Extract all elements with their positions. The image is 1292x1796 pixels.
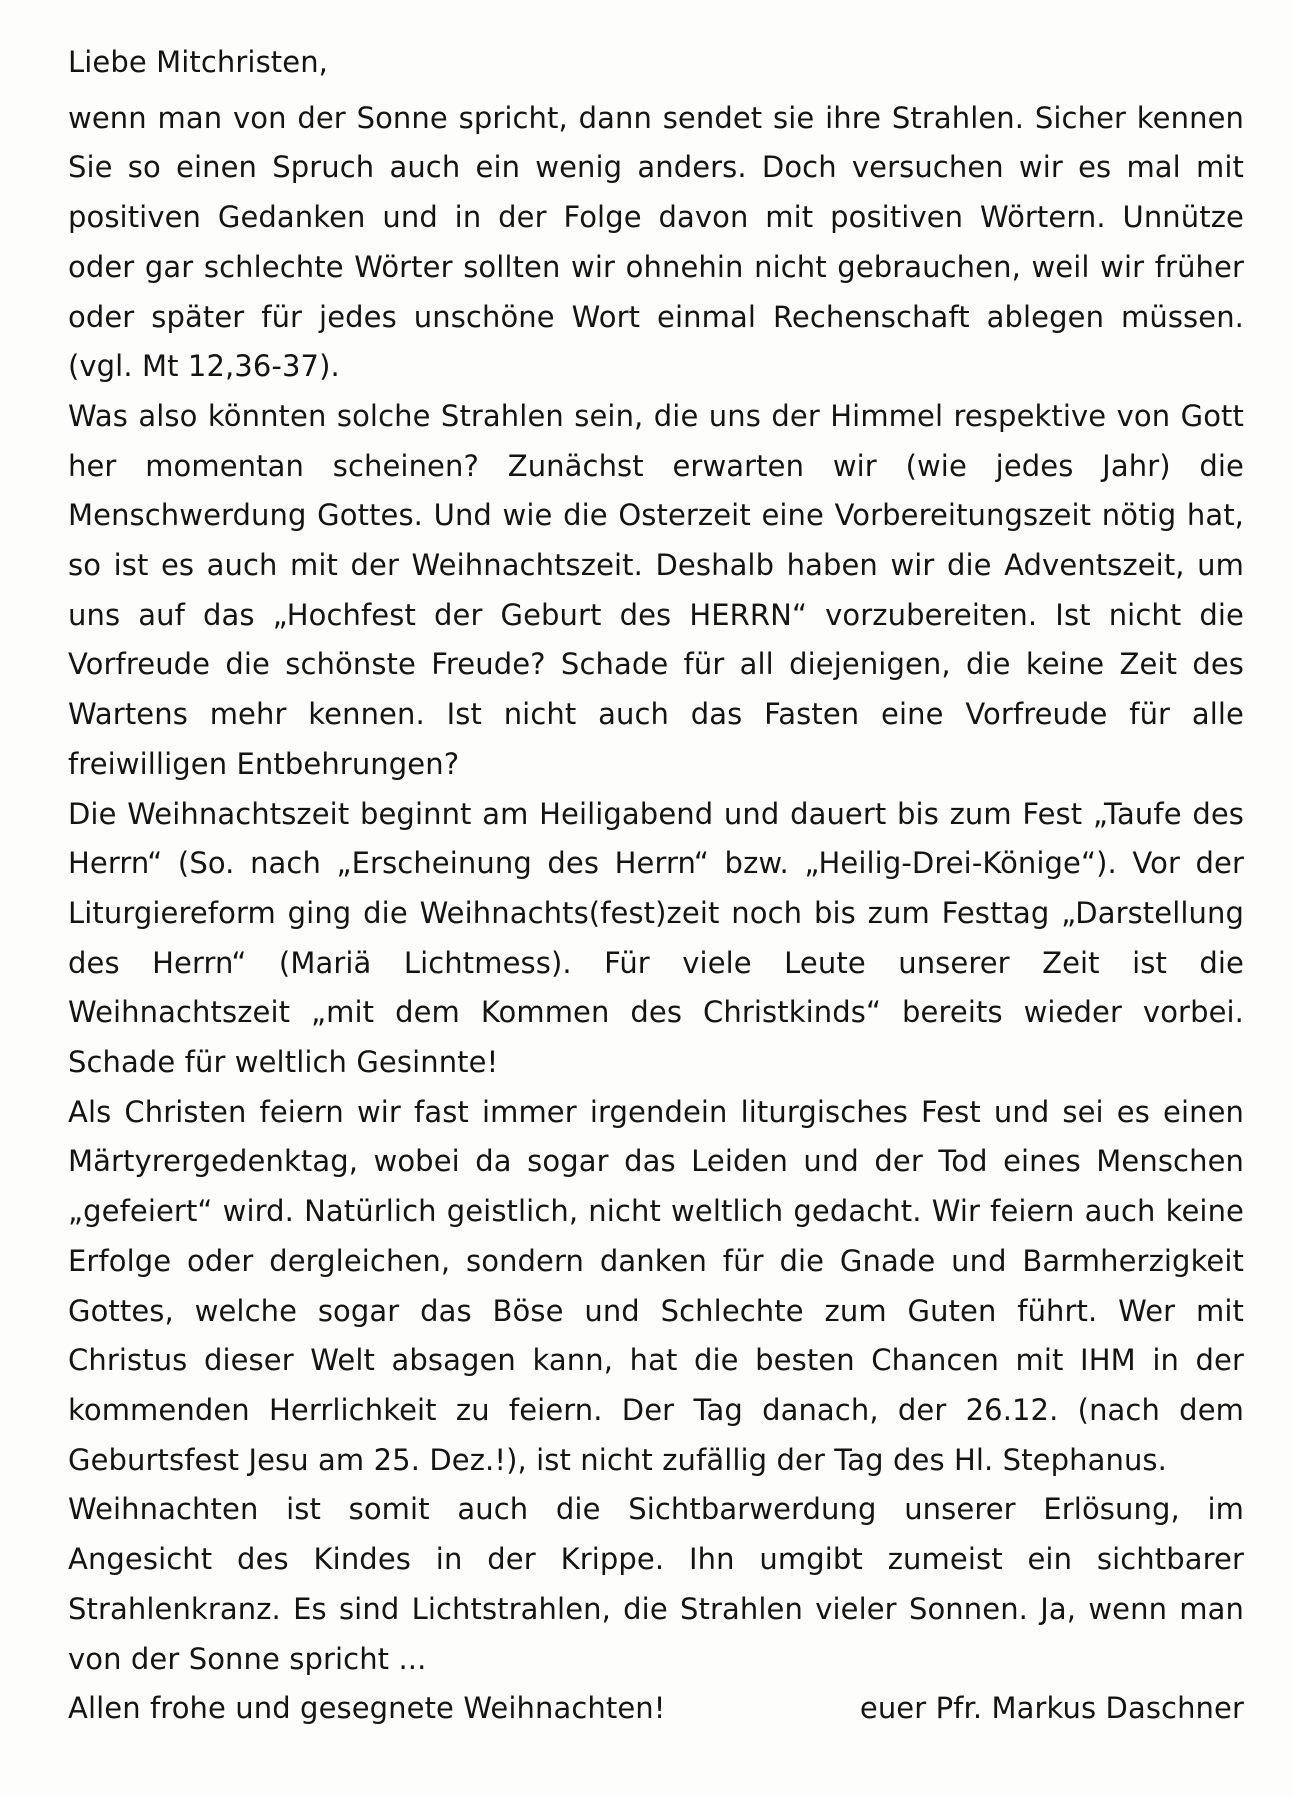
closing-line	[68, 1684, 1244, 1734]
closing-wish: Allen frohe und gesegnete Weihnachten!	[68, 1691, 666, 1726]
greeting: Liebe Mitchristen,	[68, 45, 328, 79]
letter-body	[68, 38, 1244, 1734]
paragraph-4: Als Christen feiern wir fast immer irgendein liturgisches Fest und sei es einen Märtyrergedenktag, wobei da sogar das Leiden und der Tod eines Menschen „gefeiert“ wird. Natürlich geistlich, nicht weltlich gedacht. Wir feiern auch keine Erfolge oder dergleichen, sondern danken für die Gnade und Barmherzigkeit Gottes, welche sogar das Böse und Schlechte zum Guten führt. Wer mit Christus dieser Welt absagen kann, hat die besten Chancen mit IHM in der kommenden Herrlichkeit zu feiern. Der Tag danach, der 26.12. (nach dem Geburtsfest Jesu am 25. Dez.!), ist nicht zufällig der Tag des Hl. Stephanus.	[68, 1094, 1244, 1477]
paragraph-2: Was also könnten solche Strahlen sein, die uns der Himmel respektive von Gott her momentan scheinen? Zunächst erwarten wir (wie jedes Jahr) die Menschwerdung Gottes. Und wie die Osterzeit eine Vorbereitungszeit nötig hat, so ist es auch mit der Weihnachtszeit. Deshalb haben wir die Adventszeit, um uns auf das „Hochfest der Geburt des HERRN“ vorzubereiten. Ist nicht die Vorfreude die schönste Freude? Schade für all diejenigen, die keine Zeit des Wartens mehr kennen. Ist nicht auch das Fasten eine Vorfreude für alle freiwilligen Entbehrungen?	[68, 398, 1244, 781]
signature: euer Pfr. Markus Daschner	[859, 1691, 1244, 1726]
paragraph-1: wenn man von der Sonne spricht, dann sendet sie ihre Strahlen. Sicher kennen Sie so einen Spruch auch ein wenig anders. Doch versuchen wir es mal mit positiven Gedanken und in der Folge davon mit positiven Wörtern. Unnütze oder gar schlechte Wörter sollten wir ohnehin nicht gebrauchen, weil wir früher oder später für jedes unschöne Wort einmal Rechenschaft ablegen müssen. (vgl. Mt 12,36-37).	[68, 100, 1244, 384]
paragraph-5: Weihnachten ist somit auch die Sichtbarwerdung unserer Erlösung, im Angesicht des Kindes in der Krippe. Ihn umgibt zumeist ein sichtbarer Strahlenkranz. Es sind Lichtstrahlen, die Strahlen vieler Sonnen. Ja, wenn man von der Sonne spricht ...	[68, 1492, 1244, 1676]
paragraph-3: Die Weihnachtszeit beginnt am Heiligabend und dauert bis zum Fest „Taufe des Herrn“ (So. nach „Erscheinung des Herrn“ bzw. „Heilig-Drei-Könige“). Vor der Liturgiereform ging die Weihnachts(fest)zeit noch bis zum Festtag „Darstellung des Herrn“ (Mariä Lichtmess). Für viele Leute unserer Zeit ist die Weihnachtszeit „mit dem Kommen des Christkinds“ bereits wieder vorbei. Schade für weltlich Gesinnte!	[68, 796, 1244, 1080]
